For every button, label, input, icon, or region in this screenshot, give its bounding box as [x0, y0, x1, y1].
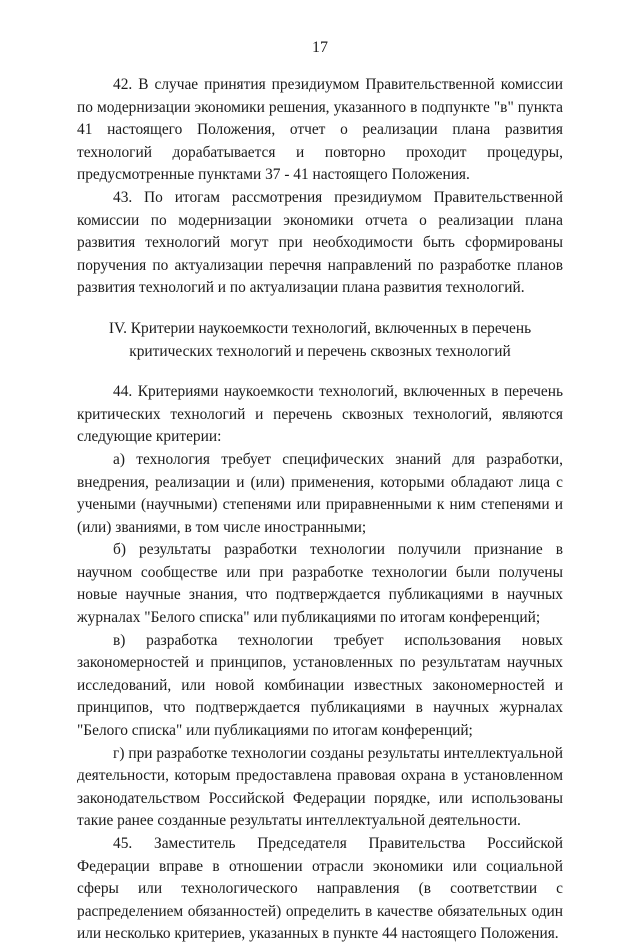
paragraph-43: 43. По итогам рассмотрения президиумом Правительственной комиссии по модернизации экономики отчета о реализации плана развития технологий могут при необходимости быть сформированы поручения по актуализации перечня направлений по разработке планов развития технологий и по актуализации плана развития технологий. [77, 188, 563, 297]
criterion-b: б) результаты разработки технологии получили признание в научном сообществе или при разработке технологии были получены новые научные знания, что подтверждается публикациями в научных журналах "Белого списка" или публикациями по итогам конференций; [77, 541, 563, 627]
paragraph-42: 42. В случае принятия президиумом Правительственной комиссии по модернизации экономики решения, указанного в подпункте "в" пункта 41 настоящего Положения, отчет о реализации плана развития технологий дорабатывается и повторно проходит процедуры, предусмотренные пунктами 37 - 41 настоящего Положения. [77, 76, 563, 184]
criterion-v: в) разработка технологии требует использования новых закономерностей и принципов, установленных по результатам научных исследований, или новой комбинации известных закономерностей и принципов, что подтверждается публикациями в научных журналах "Белого списка" или публикациями по итогам конференций; [77, 631, 563, 740]
section-heading [77, 318, 563, 363]
criterion-a: а) технология требует специфических знаний для разработки, внедрения, реализации и (или) применения, которыми обладают лица с учеными (научными) степенями или приравненными к ним степенями и (или) званиями, в том числе иностранными; [77, 450, 563, 536]
page-number: 17 [312, 39, 328, 56]
section-heading-line-1: IV. Критерии наукоемкости технологий, включенных в перечень [108, 319, 532, 337]
paragraph-45: 45. Заместитель Председателя Правительства Российской Федерации вправе в отношении отрасли экономики или социальной сферы или технологического направления (в соответствии с распределением обязанностей) определить в качестве обязательных один или несколько критериев, указанных в пункте 44 настоящего Положения. [77, 835, 563, 943]
document-body [77, 74, 563, 946]
section-heading-line-2: критических технологий и перечень сквозных технологий [129, 342, 511, 360]
paragraph-44-intro: 44. Критериями наукоемкости технологий, включенных в перечень критических технологий и перечень сквозных технологий, являются следующие критерии: [77, 383, 563, 446]
criterion-g: г) при разработке технологии созданы результаты интеллектуальной деятельности, которым предоставлена правовая охрана в установленном законодательством Российской Федерации порядке, или использованы такие ранее созданные результаты интеллектуальной деятельности. [77, 744, 563, 830]
